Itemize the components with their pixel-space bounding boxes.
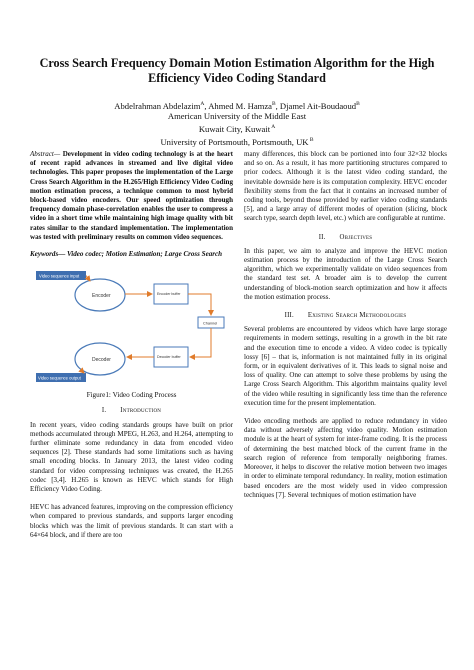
author-3-sup: B [356, 101, 360, 107]
arrow-channel-buffer [190, 328, 211, 357]
author-1-sup: A [200, 101, 205, 107]
arrow-input-encoder [86, 276, 90, 282]
channel-label: Channel [203, 321, 218, 326]
affiliation-3-sup: B [308, 136, 314, 143]
affiliation-2-sup: A [270, 124, 276, 131]
objectives-title: Objectives [339, 233, 373, 241]
figure-caption: Figure1: Video Coding Process [86, 391, 177, 400]
output-label: Video sequence output [38, 375, 81, 381]
objectives-num: II. [318, 233, 326, 241]
intro-num: I. [101, 407, 107, 415]
figure-diagram [30, 267, 233, 387]
affiliation-2-line [60, 122, 414, 134]
intro-title: Introduction [120, 407, 162, 415]
left-column [30, 150, 233, 549]
existing-paragraph-1: Several problems are encountered by videos which have large storage requirements in modern settings, resulting in a growth in the bit rate and the execution time to encode a video. A video codec is typically lossy [6] – that is, information is not maintained fully in its original form, or in equivalent derivatives of it. This leads to signal noise and loss of quality. One can attempt to solve these problems by using the Large Cross Search Algorithm. This algorithm maintains quality level of the video while resulting in significantly less time than the reference execution time for the present implementation. [244, 325, 447, 407]
paper-title: Cross Search Frequency Domain Motion Estimation Algorithm for the High Efficiency Video Coding Standard [39, 56, 435, 85]
affiliation-2: Kuwait City, Kuwait [198, 123, 271, 134]
section-heading-existing [244, 311, 447, 320]
author-2-sup: B [271, 101, 276, 107]
abstract [30, 150, 233, 242]
author-2: , Ahmed M. Hamza [204, 100, 272, 111]
right-column [244, 150, 447, 509]
author-3: , Djamel Ait-Boudaoud [275, 100, 357, 111]
affiliation-3-line [60, 135, 414, 147]
decoder-buffer-label: Decoder buffer [157, 355, 181, 360]
author-block [60, 99, 414, 147]
existing-paragraph-2: Video encoding methods are applied to reduce redundancy in video data without adversely affecting video quality. Motion estimation module is at the heart of system for inter-frame coding. It is the process of determining the best matched block of the current frame in the search region of reference from temporally neighboring frames. Moreover, it helps to discover the relative motion between two images in order to eliminate temporal redundancy. In reality, motion estimation based encoders are the most widely used in video compression techniques [7]. Several techniques of motion estimation have [244, 417, 447, 499]
author-1: Abdelrahman Abdelazim [114, 100, 201, 111]
input-label: Video sequence input [39, 273, 80, 279]
abstract-label: Abstract— [30, 150, 61, 158]
section-heading-introduction [30, 406, 233, 415]
arrow-buffer-channel [188, 294, 211, 315]
existing-title: Existing Search Methodologies [307, 312, 407, 320]
section-heading-objectives [244, 233, 447, 242]
abstract-text: Development in video coding technology is at the heart of recent rapid advances in streamed and live digital video technologies. This paper proposes the implementation of the Large Cross Search Algorithm in the H.265/High Efficiency Video Coding motion estimation process, a technique common to most hybrid block-based video encoders. Our speed optimization through frequency domain phase-correlation enables the user to compress a video in a short time while maintaining high image quality with bit rates similar to the standard implementation. The implementation was tested with preliminary results on common video sequences. [30, 150, 233, 241]
objectives-paragraph: In this paper, we aim to analyze and improve the HEVC motion estimation process by the introduction of the Large Cross Search algorithm, which we experimentally validate on video sequences from the standard test set. A broader aim is to develop the current understanding of block-motion search optimization and how it affects the motion estimation process. [244, 246, 447, 301]
decoder-label: Decoder [92, 357, 111, 364]
affiliation-1: American University of the Middle East [167, 111, 307, 122]
author-line [60, 99, 414, 111]
encoder-buffer-label: Encoder buffer [157, 292, 181, 297]
video-coding-figure [30, 267, 233, 387]
existing-num: III. [284, 312, 294, 320]
intro-paragraph-3: many differences, this block can be portioned into four 32×32 blocks and so on. As a result, it has more partitioning structures compared to prior codecs. Although it is the latest video coding standard, the inevitable downside here is its computation complexity. HEVC encoder flexibility stems from the fact that it contains an increased number of coding tools, beyond those provided by earlier video coding standards [5], and a large array of different modes of operation (slicing, block search type, search depth level, etc.) which are configurable at runtime. [244, 150, 447, 223]
keywords: Keywords— Video codec; Motion Estimation; Large Cross Search [30, 250, 223, 259]
encoder-label: Encoder [92, 293, 111, 300]
affiliation-3: University of Portsmouth, Portsmouth, UK [160, 136, 309, 147]
intro-paragraph-2: HEVC has advanced features, improving on the compression efficiency when compared to previous standards, and supports larger encoding blocks which was the limit of previous standards. It can start with a 64×64 block, and if there are too [30, 503, 233, 539]
intro-paragraph-1: In recent years, video coding standards groups have built on prior methods accumulated through MPEG, H.263, and H.264, attempting to further eliminate some redundancy in data from encoded video sequences [2]. These standards had some limitations such as having small encoding blocks. In January 2013, the latest video coding standard for video compressing techniques was created, the H.265 codec [3,4]. H.265 is known as HEVC which stands for High Efficiency Video Coding. [30, 420, 233, 494]
